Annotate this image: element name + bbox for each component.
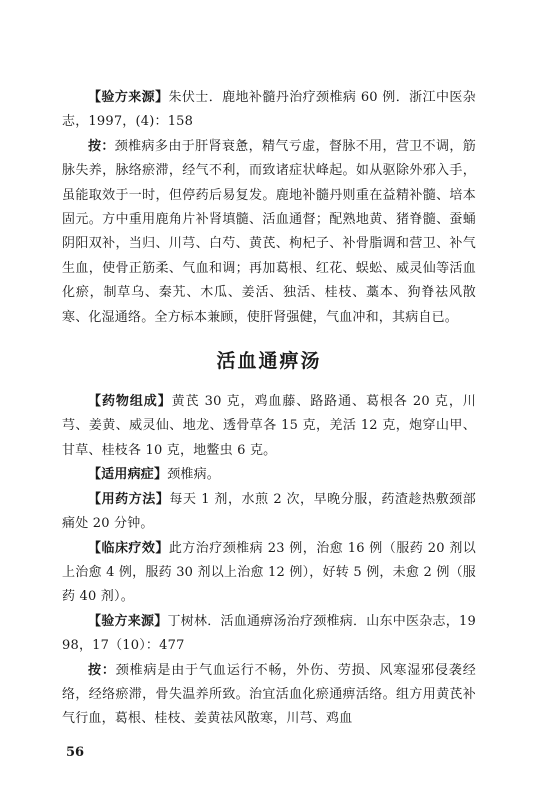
indication-paragraph	[62, 463, 476, 487]
page-body	[62, 86, 476, 732]
note-text-1: 颈椎病多由于肝肾衰惫，精气亏虚，督脉不用，营卫不调，筋脉失养，脉络瘀滞，经气不利，而致诸症状峰起。如从驱除外邪入手，虽能取效于一时，但停药后易复发。鹿地补髓丹则重在益精补髓、培本固元。方中重用鹿角片补肾填髓、活血通督；配熟地黄、猪脊髓、蚕蛹阴阳双补，当归、川芎、白芍、黄芪、枸杞子、补骨脂调和营卫、补气生血，使骨正筋柔、气血和调；再加葛根、红花、蜈蚣、威灵仙等活血化瘀，制草乌、秦艽、木瓜、姜活、独活、桂枝、藁本、狗脊祛风散寒、化湿通络。全方标本兼顾，使肝肾强健，气血冲和，其病自已。	[62, 138, 476, 325]
source-paragraph-1	[62, 86, 476, 135]
efficacy-text: 此方治疗颈椎病 23 例，治愈 16 例（服药 20 剂以上治愈 4 例，服药 30 剂以上治愈 12 例），好转 5 例，未愈 2 例（服药 40 剂）。	[62, 540, 476, 605]
indication-label: 【适用病症】	[88, 467, 168, 483]
note-paragraph-2	[62, 659, 476, 732]
note-paragraph-1	[62, 135, 476, 330]
usage-label: 【用药方法】	[88, 491, 170, 507]
note-text-2: 颈椎病是由于气血运行不畅，外伤、劳损、风寒湿邪侵袭经络，经络瘀滞，骨失温养所致。治宜活血化瘀通痹活络。组方用黄芪补气行血，葛根、桂枝、姜黄祛风散寒，川芎、鸡血	[62, 662, 476, 727]
page-number: 56	[66, 745, 85, 760]
source-text-2: 丁树林．活血通痹汤治疗颈椎病．山东中医杂志，1998，17（10）：477	[62, 613, 476, 654]
composition-label: 【药物组成】	[88, 394, 172, 410]
source-paragraph-2	[62, 610, 476, 659]
usage-text: 每天 1 剂，水煎 2 次，早晚分服，药渣趁热敷颈部痛处 20 分钟。	[62, 491, 477, 532]
source-label-2: 【验方来源】	[88, 613, 168, 629]
efficacy-label: 【临床疗效】	[88, 540, 169, 556]
indication-text: 颈椎病。	[167, 467, 221, 483]
note-lead-2: 按：	[88, 662, 116, 678]
prescription-title: 活血通痹汤	[216, 350, 322, 373]
composition-paragraph	[62, 390, 476, 463]
usage-paragraph	[62, 488, 476, 537]
source-text-1: 朱伏士．鹿地补髓丹治疗颈椎病 60 例．浙江中医杂志，1997，(4)：158	[62, 90, 476, 130]
source-label-1: 【验方来源】	[88, 90, 169, 105]
note-lead-1: 按：	[88, 138, 115, 154]
composition-text: 黄芪 30 克，鸡血藤、路路通、葛根各 20 克，川芎、姜黄、威灵仙、地龙、透骨草各 15 克，羌活 12 克，炮穿山甲、甘草、桂枝各 10 克，地鳖虫 6 克。	[62, 394, 476, 458]
efficacy-paragraph	[62, 537, 476, 610]
